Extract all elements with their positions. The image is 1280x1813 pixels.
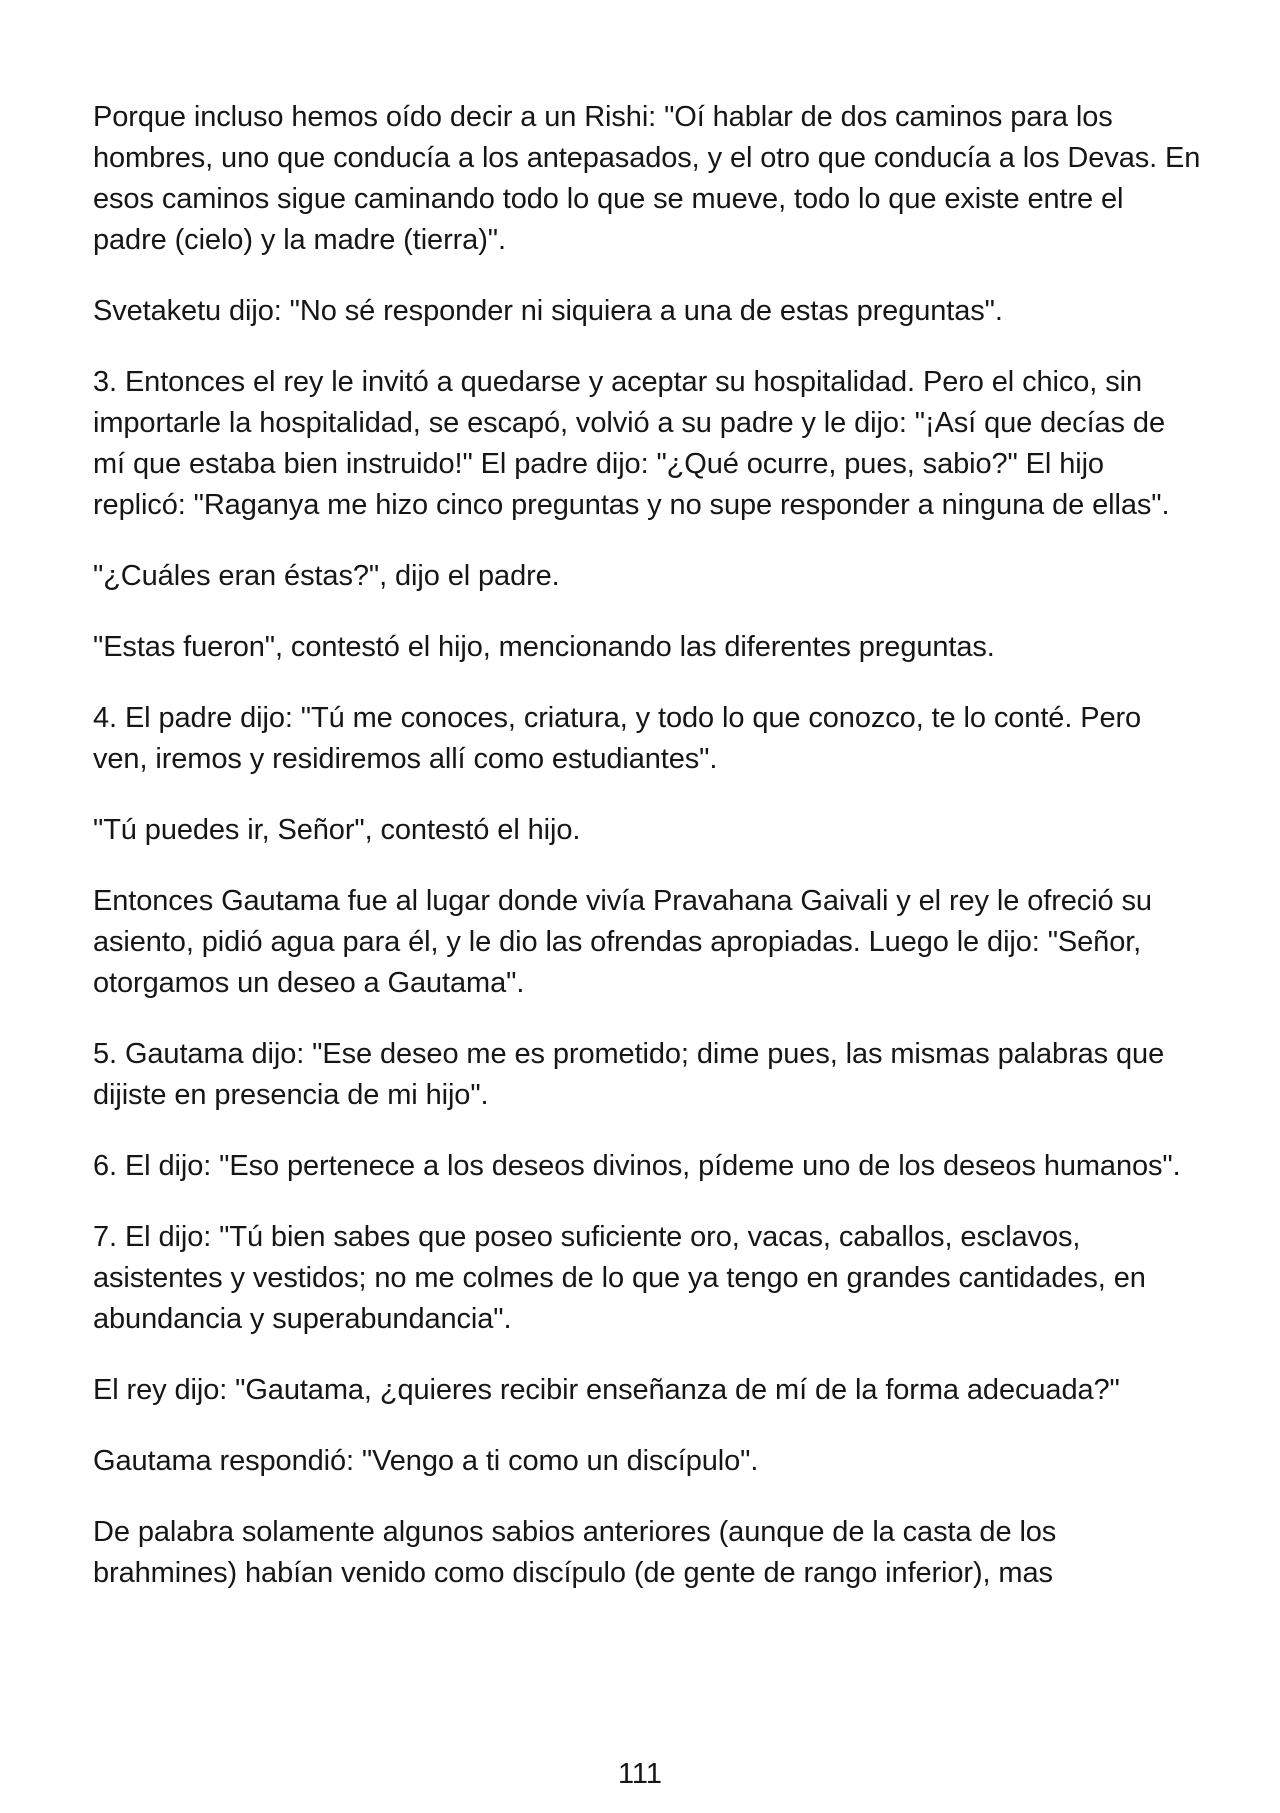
paragraph: Porque incluso hemos oído decir a un Rishi: "Oí hablar de dos caminos para los hombres, uno que conducía a los antepasados, y el otro que conducía a los Devas. En esos caminos sigue caminando todo lo que se mueve, todo lo que existe entre el padre (cielo) y la madre (tierra)". — [93, 101, 1201, 256]
paragraph: De palabra solamente algunos sabios anteriores (aunque de la casta de los brahmines) habían venido como discípulo (de gente de rango inferior), mas — [93, 1516, 1057, 1589]
paragraph: 6. El dijo: "Eso pertenece a los deseos divinos, pídeme uno de los deseos humanos". — [93, 1150, 1181, 1182]
paragraph: 4. El padre dijo: "Tú me conoces, criatura, y todo lo que conozco, te lo conté. Pero ven, iremos y residiremos allí como estudiantes". — [93, 702, 1142, 775]
paragraph: "Tú puedes ir, Señor", contestó el hijo. — [93, 814, 581, 846]
paragraph: "¿Cuáles eran éstas?", dijo el padre. — [93, 560, 560, 592]
paragraph: Svetaketu dijo: "No sé responder ni siquiera a una de estas preguntas". — [93, 295, 1003, 327]
paragraph: Entonces Gautama fue al lugar donde vivía Pravahana Gaivali y el rey le ofreció su asiento, pidió agua para él, y le dio las ofrendas apropiadas. Luego le dijo: "Señor, otorgamos un deseo a Gautama". — [93, 885, 1152, 999]
paragraph: 3. Entonces el rey le invitó a quedarse y aceptar su hospitalidad. Pero el chico, sin importarle la hospitalidad, se escapó, volvió a su padre y le dijo: "¡Así que decías de mí que estaba bien instruido!" El padre dijo: "¿Qué ocurre, pues, sabio?" El hijo replicó: "Raganya me hizo cinco preguntas y no supe responder a ninguna de ellas". — [93, 366, 1170, 521]
page-number: 111 — [617, 1758, 663, 1790]
paragraph: "Estas fueron", contestó el hijo, mencionando las diferentes preguntas. — [93, 631, 995, 663]
paragraph: 7. El dijo: "Tú bien sabes que poseo suficiente oro, vacas, caballos, esclavos, asistentes y vestidos; no me colmes de lo que ya tengo en grandes cantidades, en abundancia y superabundancia". — [93, 1221, 1146, 1335]
paragraph: El rey dijo: "Gautama, ¿quieres recibir enseñanza de mí de la forma adecuada?" — [93, 1374, 1120, 1406]
page-body — [93, 97, 1203, 1624]
paragraph: 5. Gautama dijo: "Ese deseo me es prometido; dime pues, las mismas palabras que dijiste en presencia de mi hijo". — [93, 1038, 1165, 1111]
paragraph: Gautama respondió: "Vengo a ti como un discípulo". — [93, 1445, 759, 1477]
